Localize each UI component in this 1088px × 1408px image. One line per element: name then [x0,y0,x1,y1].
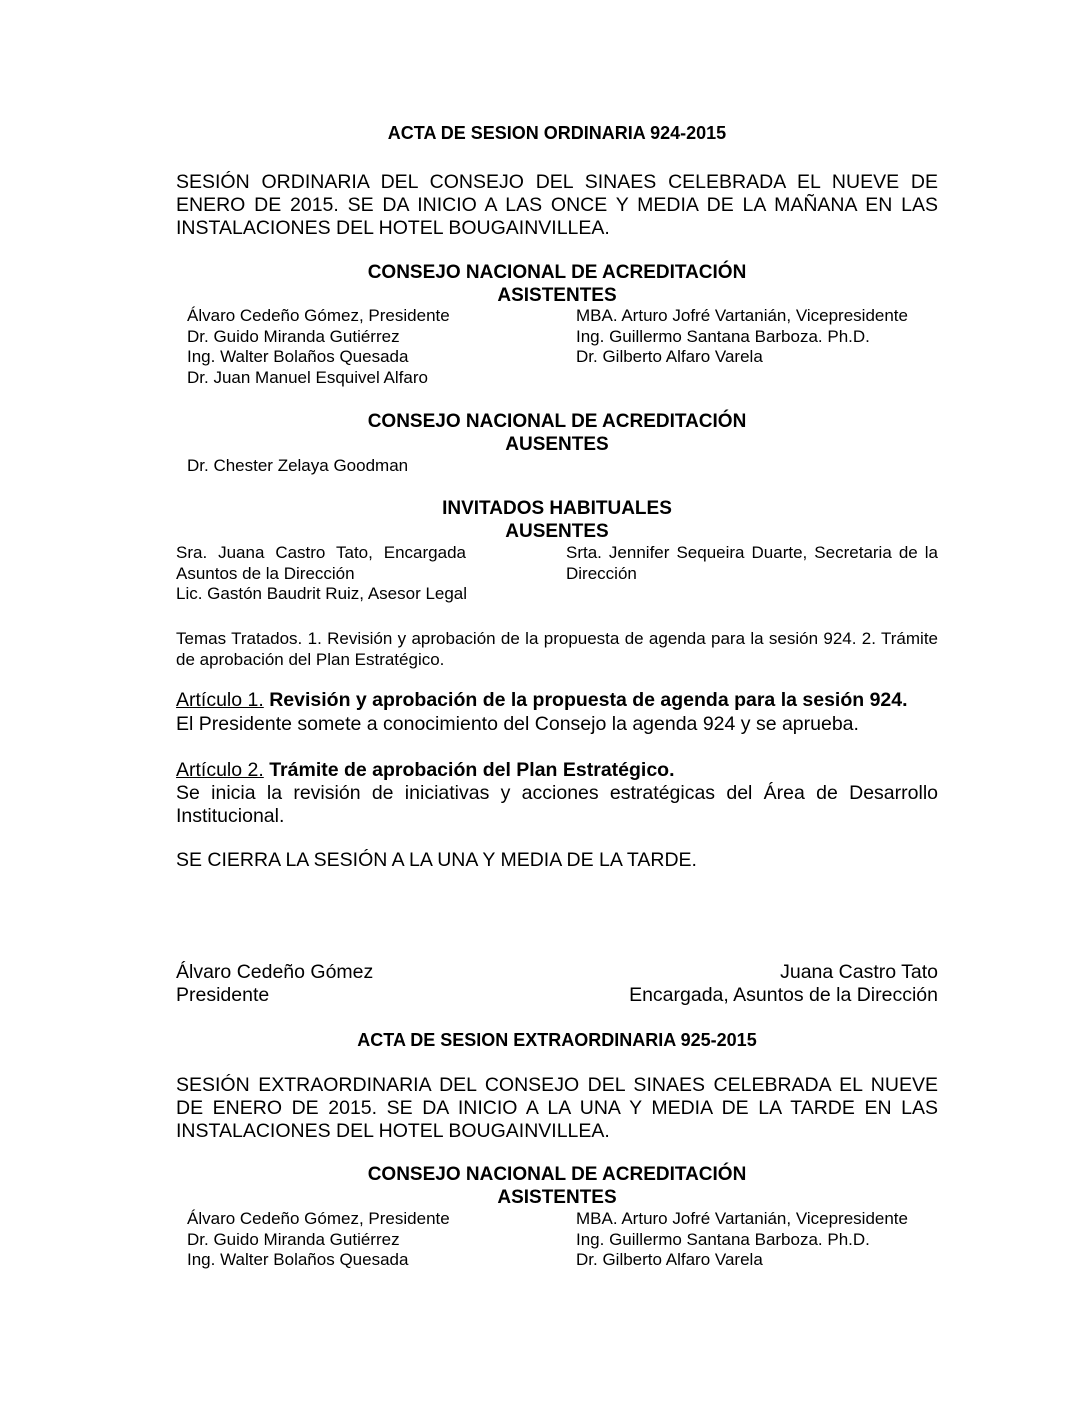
acta1-temas-tratados: Temas Tratados. 1. Revisión y aprobación de la propuesta de agenda para la sesión 924. 2. Trámite de aprobación del Plan Estratégico. [176,629,938,669]
acta1-asistentes-left-list [187,306,450,388]
acta1-asistentes-heading: ASISTENTES [497,285,617,306]
attendee-name: MBA. Arturo Jofré Vartanián, Vicepresidente [576,1209,908,1228]
article-title: Revisión y aprobación de la propuesta de agenda para la sesión 924. [269,689,908,711]
acta2-asistentes-heading-council: CONSEJO NACIONAL DE ACREDITACIÓN [367,1164,747,1185]
acta2-asistentes-heading: ASISTENTES [497,1187,617,1208]
attendee-name: Dr. Guido Miranda Gutiérrez [187,326,400,346]
acta1-article2-body: Se inicia la revisión de iniciativas y acciones estratégicas del Área de Desarrollo Institucional. [176,782,938,827]
acta2-asistentes-right-list [576,1209,908,1271]
acta1-invitados-right-list [566,543,938,584]
attendee-name: Dr. Guido Miranda Gutiérrez [187,1229,400,1249]
attendee-name: Dr. Gilberto Alfaro Varela [576,1250,763,1269]
acta1-ausentes-heading: AUSENTES [505,434,609,455]
attendee-name: Álvaro Cedeño Gómez, Presidente [187,1209,450,1228]
acta2-title: ACTA DE SESION EXTRAORDINARIA 925-2015 [357,1030,757,1050]
guest-name: Srta. Jennifer Sequeira Duarte, Secretaria de la Dirección [566,543,938,583]
attendee-name: Ing. Walter Bolaños Quesada [187,347,409,366]
acta1-invitados-ausentes-heading: AUSENTES [505,521,609,542]
attendee-name: Ing. Walter Bolaños Quesada [187,1250,409,1269]
acta2-intro: SESIÓN EXTRAORDINARIA DEL CONSEJO DEL SINAES CELEBRADA EL NUEVE DE ENERO DE 2015. SE DA INICIO A LA UNA Y MEDIA DE LA TARDE EN LAS INSTALACIONES DEL HOTEL BOUGAINVILLEA. [176,1074,938,1142]
acta1-closing: SE CIERRA LA SESIÓN A LA UNA Y MEDIA DE LA TARDE. [176,849,697,871]
guest-name: Sra. Juana Castro Tato, Encargada Asuntos de la Dirección [176,543,466,583]
attendee-name: Dr. Juan Manuel Esquivel Alfaro [187,367,428,387]
acta1-invitados-left-list [176,543,466,605]
signature-right-name: Juana Castro Tato [780,961,938,983]
acta1-ausentes-list [187,456,408,477]
acta1-invitados-heading: INVITADOS HABITUALES [442,498,672,519]
signature-right-role: Encargada, Asuntos de la Dirección [629,984,938,1006]
acta1-asistentes-right-list [576,306,908,368]
guest-name: Lic. Gastón Baudrit Ruiz, Asesor Legal [176,584,468,603]
article-title: Trámite de aprobación del Plan Estratégico. [269,759,675,781]
attendee-name: Dr. Gilberto Alfaro Varela [576,347,763,366]
attendee-name: Ing. Guillermo Santana Barboza. Ph.D. [576,326,870,346]
absent-name: Dr. Chester Zelaya Goodman [187,456,409,475]
attendee-name: Álvaro Cedeño Gómez, Presidente [187,306,450,325]
acta1-asistentes-heading-council: CONSEJO NACIONAL DE ACREDITACIÓN [367,262,747,283]
article-label: Artículo 1. [176,689,264,711]
signature-left-name: Álvaro Cedeño Gómez [176,961,374,983]
acta1-article1-heading [176,689,908,712]
acta1-article1-body: El Presidente somete a conocimiento del Consejo la agenda 924 y se aprueba. [176,713,859,735]
acta2-asistentes-left-list [187,1209,450,1271]
acta1-ausentes-heading-council: CONSEJO NACIONAL DE ACREDITACIÓN [367,411,747,432]
signature-left-role: Presidente [176,984,270,1006]
attendee-name: Ing. Guillermo Santana Barboza. Ph.D. [576,1229,870,1249]
acta1-title: ACTA DE SESION ORDINARIA 924-2015 [387,123,727,143]
acta1-intro: SESIÓN ORDINARIA DEL CONSEJO DEL SINAES CELEBRADA EL NUEVE DE ENERO DE 2015. SE DA INICIO A LAS ONCE Y MEDIA DE LA MAÑANA EN LAS INSTALACIONES DEL HOTEL BOUGAINVILLEA. [176,171,938,239]
acta1-article2-heading [176,759,675,782]
article-label: Artículo 2. [176,759,264,781]
attendee-name: MBA. Arturo Jofré Vartanián, Vicepresidente [576,306,908,325]
